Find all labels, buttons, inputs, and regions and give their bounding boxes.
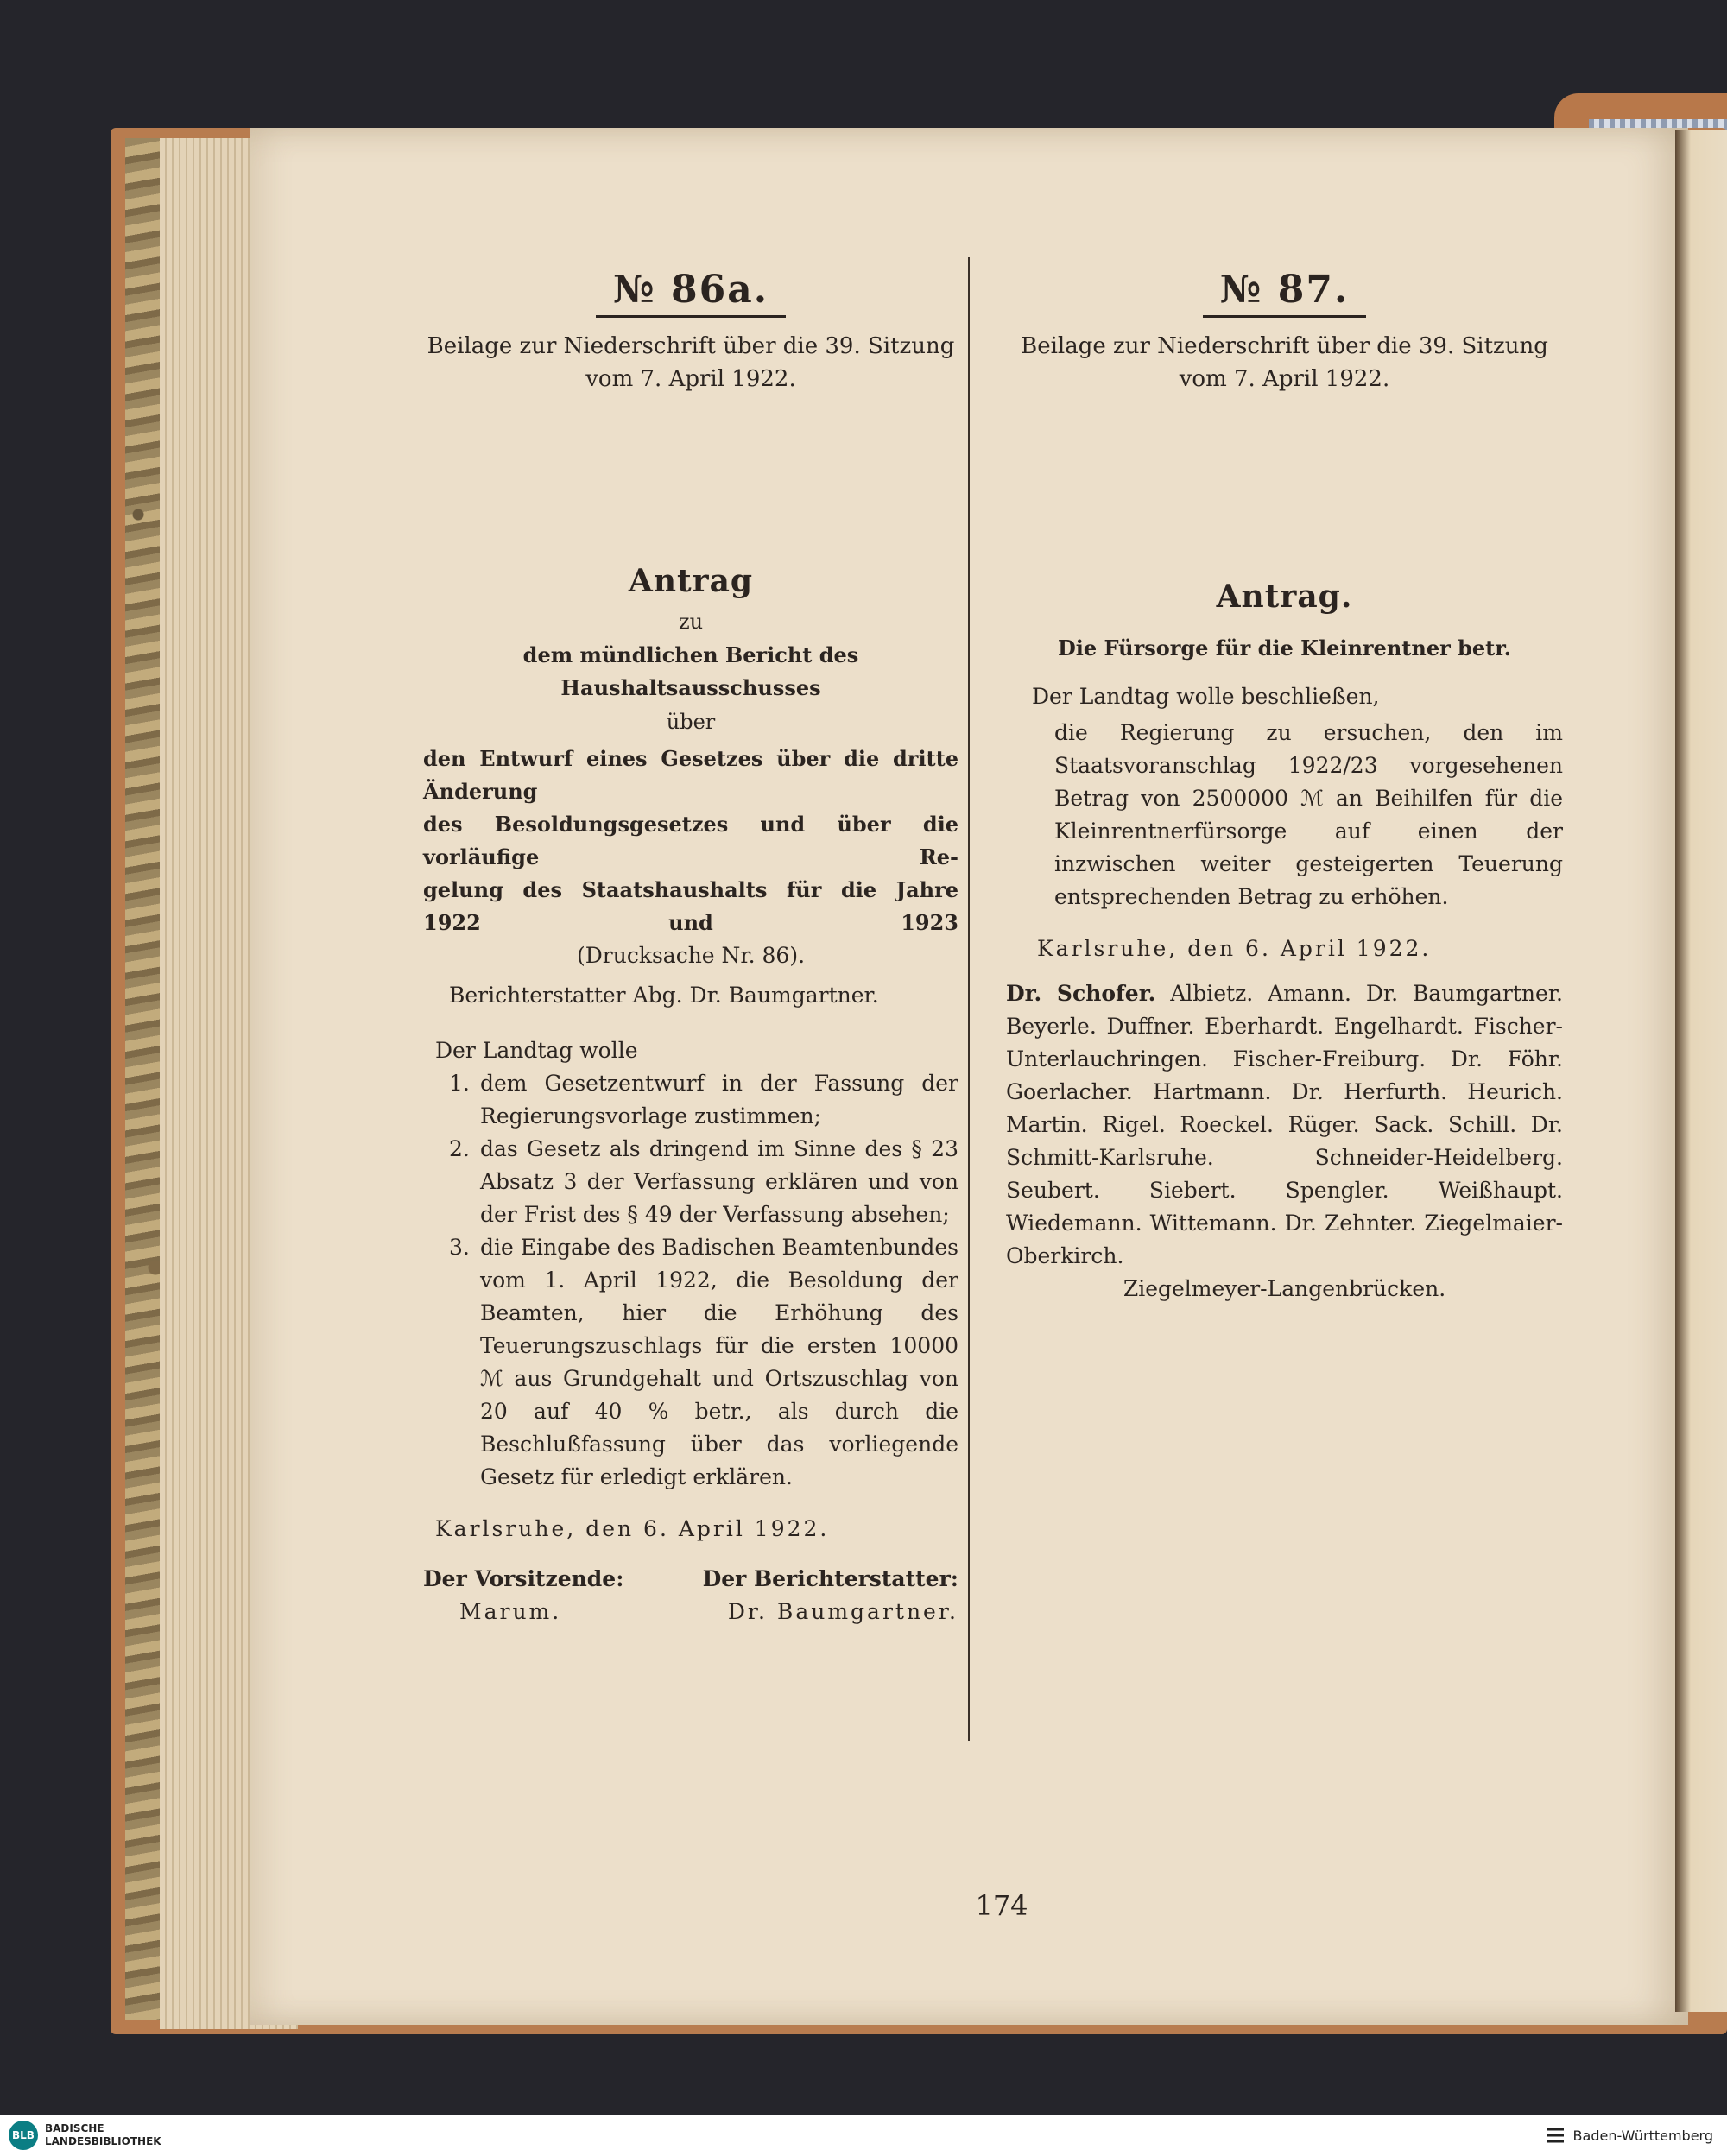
antrag-title: Antrag bbox=[628, 563, 754, 599]
list-item: 2. das Gesetz als dringend im Sinne des § 23 Absatz 3 der Verfassung erklären und von der Frist des § 49 der Verfassung absehen; bbox=[449, 1136, 958, 1227]
left-column bbox=[423, 268, 958, 1628]
place-date: Karlsruhe, den 6. April 1922. bbox=[435, 1516, 830, 1541]
place-date: Karlsruhe, den 6. April 1922. bbox=[1037, 936, 1432, 961]
vorsitzende-label: Der Vorsitzende: bbox=[423, 1566, 624, 1591]
blb-wordmark: BADISCHE LANDESBIBLIOTHEK bbox=[45, 2122, 161, 2147]
signatory-list: Albietz. Amann. Dr. Baumgartner. Beyerle. Duffner. Eberhardt. Engelhardt. Fischer-Unterlauchringen. Fischer-Freiburg. Dr. Föhr. Goerlacher. Hartmann. Dr. Herfurth. Heurich. Martin. Rigel. Roeckel. Rüger. Sack. Schill. Dr. Schmitt-Karlsruhe. Schneider-Heidelberg. Seubert. Siebert. Spengler. Weißhaupt. Wiedemann. Wittemann. Dr. Zehnter. Ziegelmaier-Oberkirch. bbox=[1006, 981, 1563, 1268]
zu-line: zu bbox=[678, 610, 704, 634]
signatories bbox=[1006, 977, 1563, 1273]
berichterstatter-label: Der Berichterstatter: bbox=[702, 1566, 958, 1591]
entwurf-block: den Entwurf eines Gesetzes über die dritte Änderung des Besoldungsgesetzes und über die vorläufige Re- gelung des Staatshaushalts für die Jahre 1922 und 1923 bbox=[423, 746, 958, 935]
beilage-heading: Beilage zur Niederschrift über die 39. Sitzung vom 7. April 1922. bbox=[427, 333, 955, 392]
vorsitzende-name: Marum. bbox=[459, 1599, 562, 1624]
bw-label: Baden-Württemberg bbox=[1572, 2127, 1713, 2144]
document-number: № 86a. bbox=[596, 268, 786, 318]
antrag-body: die Regierung zu ersuchen, den im Staatsvoranschlag 1922/23 vorgesehenen Betrag von 2500000 ℳ an Beihilfen für die Kleinrentnerfürsorge auf einen der inzwischen weiter gesteigerten Teuerung entsprechenden Betrag zu erhöhen. bbox=[1054, 720, 1563, 909]
drucksache: (Drucksache Nr. 86). bbox=[576, 943, 806, 968]
footer-bar bbox=[0, 2115, 1727, 2156]
last-signatory: Ziegelmeyer-Langenbrücken. bbox=[1123, 1276, 1446, 1301]
signature-labels bbox=[423, 1563, 958, 1596]
lead-signatory: Dr. Schofer. bbox=[1006, 981, 1156, 1006]
list-item: 3. die Eingabe des Badischen Beamtenbundes vom 1. April 1922, die Besoldung der Beamten, hier die Erhöhung des Teuerungszuschlags für die ersten 10000 ℳ aus Grundgehalt und Ortszuschlag von 20 auf 40 % betr., als durch die Beschlußfassung über das vorliegende Gesetz für erledigt erklären. bbox=[449, 1235, 958, 1489]
column-divider bbox=[968, 257, 970, 1741]
antrag-title: Antrag. bbox=[1216, 579, 1353, 615]
bericht-line: dem mündlichen Bericht des Haushaltsausschusses bbox=[522, 642, 859, 700]
intro-line: Der Landtag wolle beschließen, bbox=[1032, 684, 1380, 709]
bw-logo[interactable] bbox=[1544, 2124, 1713, 2147]
berichterstatter-name: Dr. Baumgartner. bbox=[727, 1599, 958, 1624]
blb-badge-icon: BLB bbox=[9, 2121, 38, 2150]
right-column bbox=[1006, 268, 1563, 1306]
list-item: 1. dem Gesetzentwurf in der Fassung der Regierungsvorlage zustimmen; bbox=[449, 1071, 958, 1129]
page-number: 174 bbox=[975, 1889, 1028, 1922]
subject-line: Die Fürsorge für die Kleinrentner betr. bbox=[1057, 635, 1512, 661]
antrag-items bbox=[423, 1067, 958, 1494]
berichterstatter-line: Berichterstatter Abg. Dr. Baumgartner. bbox=[449, 983, 879, 1008]
facing-page-edge bbox=[1675, 130, 1727, 2012]
blb-logo[interactable] bbox=[9, 2121, 161, 2150]
document-number: № 87. bbox=[1203, 268, 1367, 318]
lions-crest-icon bbox=[1544, 2124, 1566, 2147]
ueber-line: über bbox=[666, 710, 716, 734]
beilage-heading: Beilage zur Niederschrift über die 39. Sitzung vom 7. April 1922. bbox=[1021, 333, 1548, 392]
intro-line: Der Landtag wolle bbox=[435, 1038, 638, 1063]
signature-names bbox=[423, 1596, 958, 1628]
